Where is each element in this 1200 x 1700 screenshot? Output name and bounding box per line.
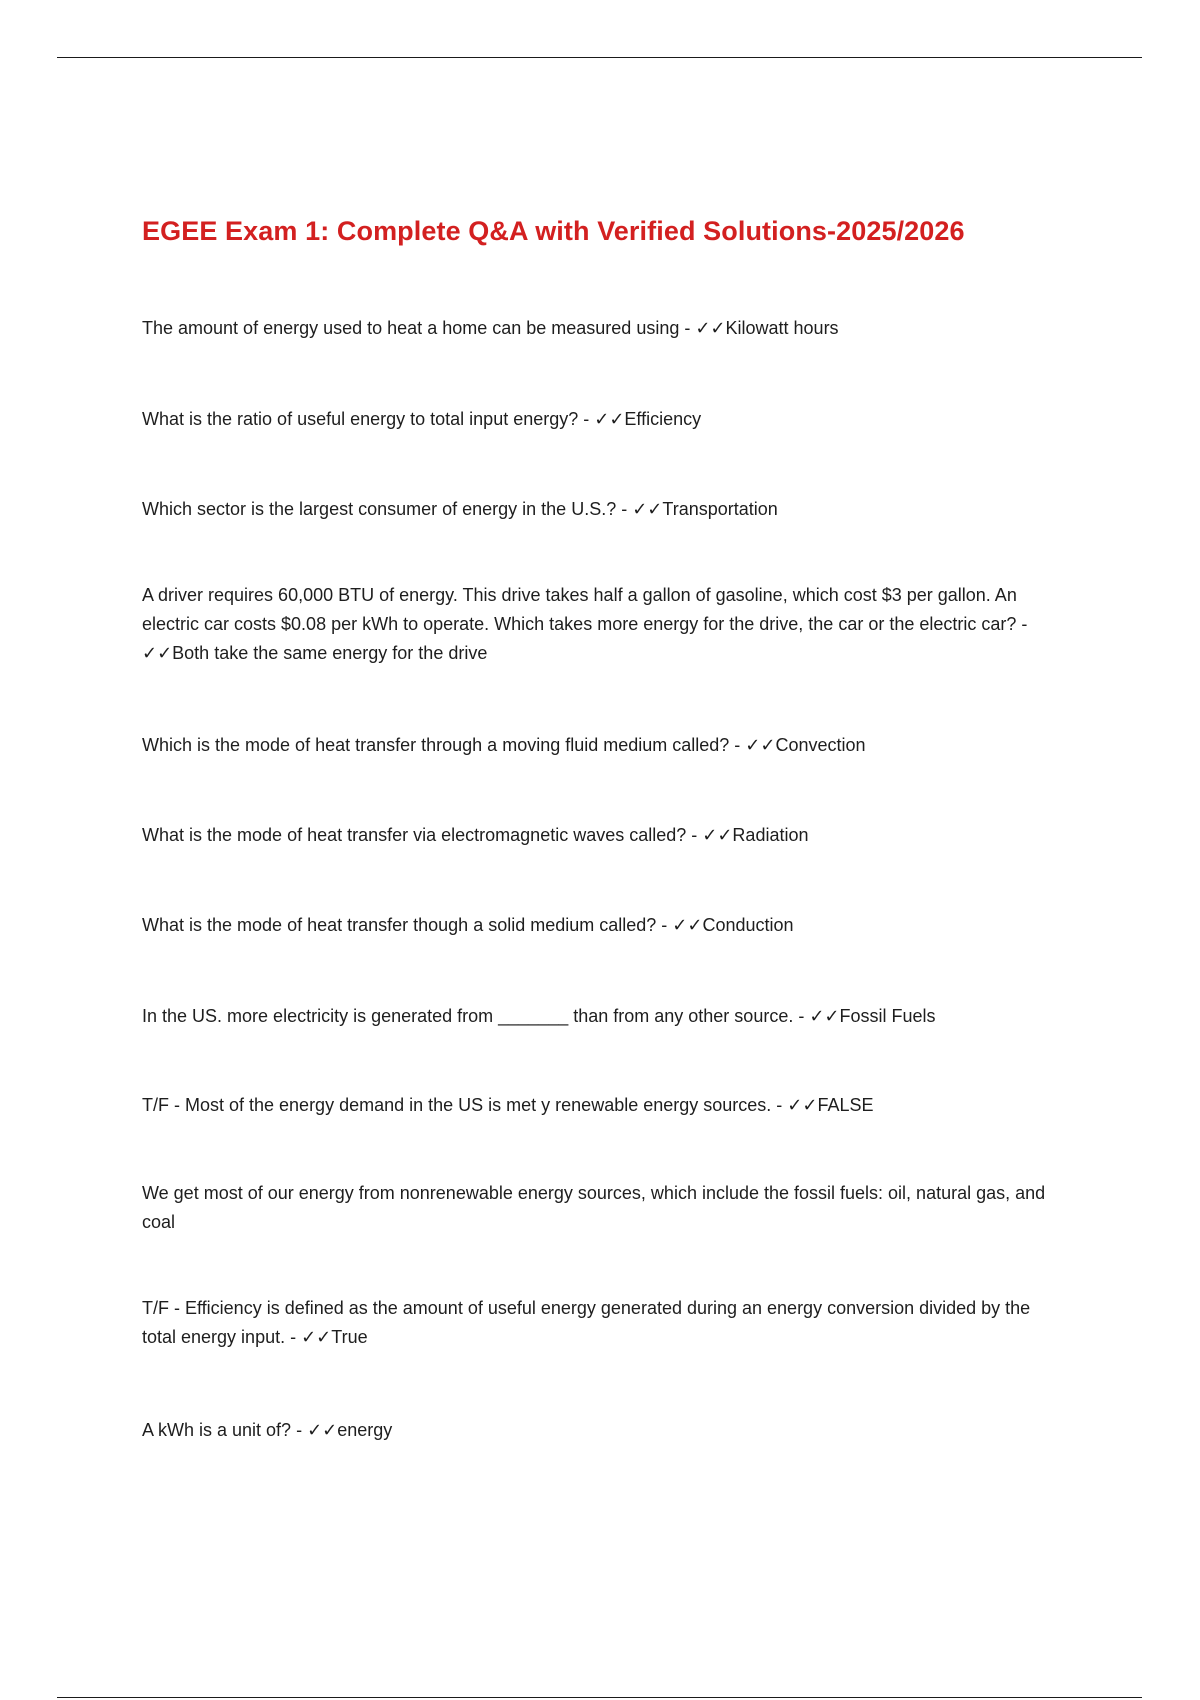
qa-item-3: Which sector is the largest consumer of energy in the U.S.? - ✓✓Transportation — [142, 499, 778, 519]
qa-item-1: The amount of energy used to heat a home can be measured using - ✓✓Kilowatt hours — [142, 318, 839, 338]
qa-item-12: A kWh is a unit of? - ✓✓energy — [142, 1420, 393, 1440]
qa-item-6: What is the mode of heat transfer via electromagnetic waves called? - ✓✓Radiation — [142, 825, 809, 845]
footer-rule — [57, 1697, 1142, 1698]
qa-item-5: Which is the mode of heat transfer through a moving fluid medium called? - ✓✓Convection — [142, 735, 866, 755]
qa-item-4: A driver requires 60,000 BTU of energy. This drive takes half a gallon of gasoline, which cost $3 per gallon. An electric car costs $0.08 per kWh to operate. Which takes more energy for the drive, the car or the electric car? - ✓✓Both take the same energy for the drive — [142, 585, 1028, 663]
qa-item-8: In the US. more electricity is generated from _______ than from any other source. - ✓✓Fossil Fuels — [142, 1006, 936, 1026]
qa-item-7: What is the mode of heat transfer though a solid medium called? - ✓✓Conduction — [142, 915, 794, 935]
document-title: EGEE Exam 1: Complete Q&A with Verified Solutions-2025/2026 — [142, 216, 965, 246]
qa-item-10: We get most of our energy from nonrenewable energy sources, which include the fossil fuels: oil, natural gas, and coal — [142, 1183, 1046, 1232]
qa-item-2: What is the ratio of useful energy to total input energy? - ✓✓Efficiency — [142, 409, 702, 429]
qa-item-11: T/F - Efficiency is defined as the amount of useful energy generated during an energy conversion divided by the total energy input. - ✓✓True — [142, 1298, 1031, 1347]
header-rule — [57, 57, 1142, 58]
qa-item-9: T/F - Most of the energy demand in the US is met y renewable energy sources. - ✓✓FALSE — [142, 1095, 874, 1115]
